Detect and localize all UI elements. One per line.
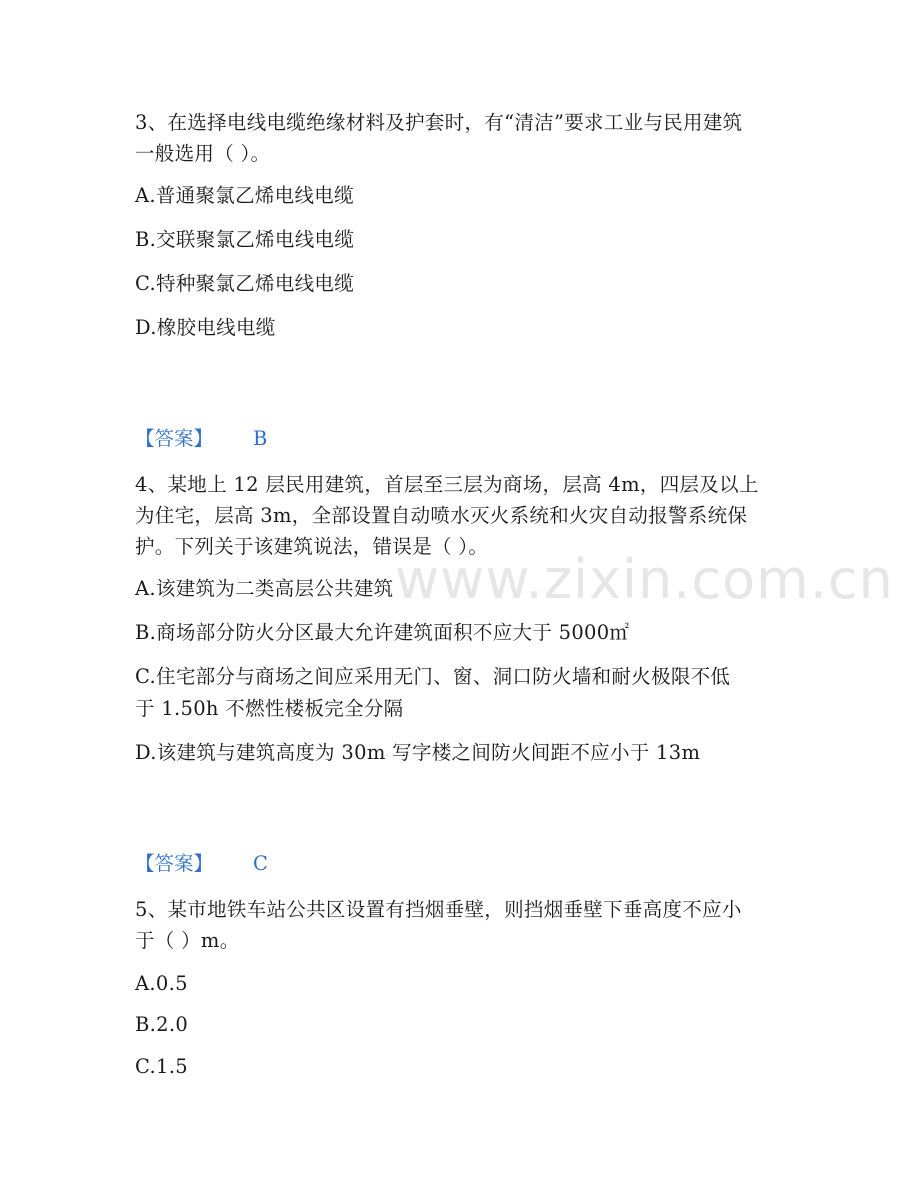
answer-letter: B — [253, 427, 268, 450]
question-5-stem-line-1: 5、某市地铁车站公共区设置有挡烟垂壁，则挡烟垂壁下垂高度不应小 — [135, 898, 742, 921]
question-4-option-a: A.该建筑为二类高层公共建筑 — [135, 577, 394, 600]
question-4-option-d: D.该建筑与建筑高度为 30m 写字楼之间防火间距不应小于 13m — [135, 741, 701, 764]
question-3-option-c: C.特种聚氯乙烯电线电缆 — [135, 272, 355, 295]
question-4-stem-line-3: 护。下列关于该建筑说法，错误是（ ）。 — [135, 535, 489, 558]
question-5-option-b: B.2.0 — [135, 1013, 189, 1036]
answer-label: 【答案】 — [135, 427, 214, 450]
question-3-answer — [135, 424, 267, 454]
question-3-option-b: B.交联聚氯乙烯电线电缆 — [135, 228, 355, 251]
question-5-option-c: C.1.5 — [135, 1055, 188, 1078]
question-3-option-d: D.橡胶电线电缆 — [135, 316, 276, 339]
question-4-stem-line-1: 4、某地上 12 层民用建筑，首层至三层为商场，层高 4m，四层及以上 — [135, 473, 759, 496]
watermark: www.zixin.com.cn — [395, 548, 894, 611]
question-3-stem-line-1: 3、在选择电线电缆绝缘材料及护套时，有“清洁”要求工业与民用建筑 — [135, 111, 743, 134]
question-4-option-b: B.商场部分防火分区最大允许建筑面积不应大于 5000㎡ — [135, 621, 630, 644]
question-3-option-a: A.普通聚氯乙烯电线电缆 — [135, 184, 354, 207]
question-4-answer — [135, 849, 268, 879]
question-5-stem-line-2: 于（ ）m。 — [135, 929, 240, 952]
question-4-option-c-line-1: C.住宅部分与商场之间应采用无门、窗、洞口防火墙和耐火极限不低 — [135, 665, 731, 688]
question-4-option-c-line-2: 于 1.50h 不燃性楼板完全分隔 — [135, 697, 404, 720]
answer-label: 【答案】 — [135, 852, 214, 875]
question-5-option-a: A.0.5 — [135, 972, 188, 995]
answer-letter: C — [253, 852, 268, 875]
question-3-stem-line-2: 一般选用（ ）。 — [135, 142, 271, 165]
question-4-stem-line-2: 为住宅，层高 3m，全部设置自动喷水灭火系统和火灾自动报警系统保 — [135, 504, 748, 527]
